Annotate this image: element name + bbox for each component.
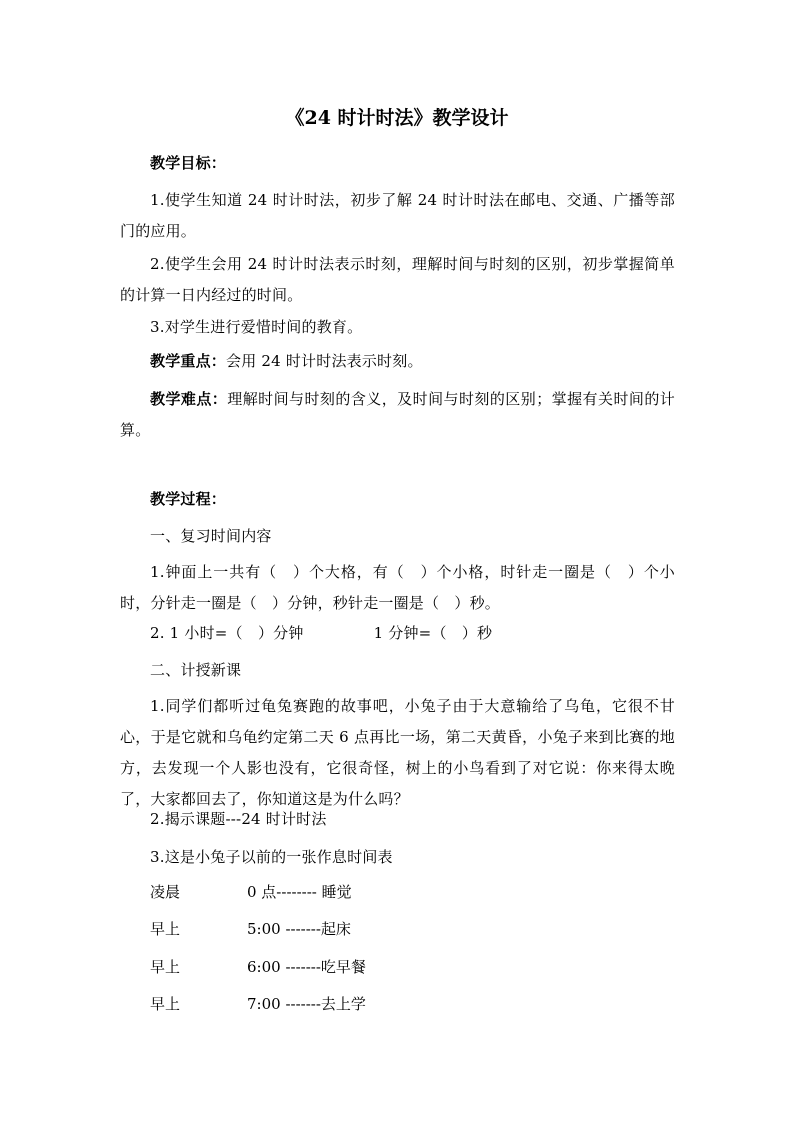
schedule-entry: 0 点-------- 睡觉	[247, 883, 352, 901]
schedule-entry: 5:00 -------起床	[247, 920, 351, 938]
story-paragraph: 1.同学们都听过龟兔赛跑的故事吧，小兔子由于大意输给了乌龟，它很不甘心，于是它就和乌龟约定第二天 6 点再比一场，第二天黄昏，小兔子来到比赛的地方，去发现一个人影也没有，它很奇怪，树上的小鸟看到了对它说：你来得太晚了，大家都回去了，你知道这是为什么吗？	[120, 697, 675, 808]
objective-item-2: 2.使学生会用 24 时计时法表示时刻，理解时间与时刻的区别，初步掌握简单的计算一日内经过的时间。	[120, 255, 675, 304]
schedule-period: 早上	[150, 995, 181, 1013]
schedule-row	[150, 989, 366, 1020]
schedule-period: 凌晨	[150, 883, 181, 901]
objective-item-3: 3.对学生进行爱惜时间的教育。	[150, 318, 363, 336]
document-title: 《24 时计时法》教学设计	[285, 107, 509, 129]
section1-title: 一、复习时间内容	[150, 527, 272, 545]
topic-reveal: 2.揭示课题---24 时计时法	[150, 810, 327, 828]
process-heading: 教学过程：	[150, 490, 227, 508]
schedule-row	[150, 877, 352, 908]
key-point	[120, 346, 675, 377]
schedule-intro: 3.这是小兔子以前的一张作息时间表	[150, 848, 393, 866]
schedule-period: 早上	[150, 920, 181, 938]
section2-title: 二、计授新课	[150, 661, 242, 679]
key-point-text: 会用 24 时计时法表示时刻。	[226, 352, 423, 370]
review-question-2a: 2. 1 小时=（ ）分钟	[150, 624, 304, 642]
review-question-2	[120, 618, 675, 649]
schedule-row	[150, 914, 351, 945]
objective-item-1: 1.使学生知道 24 时计时法，初步了解 24 时计时法在邮电、交通、广播等部门的应用。	[120, 191, 675, 240]
schedule-period: 早上	[150, 958, 181, 976]
difficulty-label: 教学难点：	[150, 390, 228, 408]
review-question-1: 1.钟面上一共有（ ）个大格，有（ ）个小格，时针走一圈是（ ）个小时，分针走一圈是（ ）分钟，秒针走一圈是（ ）秒。	[120, 563, 675, 612]
difficulty-text: 理解时间与时刻的含义，及时间与时刻的区别；掌握有关时间的计算。	[120, 390, 675, 439]
difficulty	[120, 384, 675, 446]
schedule-entry: 7:00 -------去上学	[247, 995, 366, 1013]
review-question-2b: 1 分钟=（ ）秒	[373, 624, 493, 642]
key-point-label: 教学重点：	[150, 352, 227, 370]
schedule-row	[150, 952, 366, 983]
objectives-heading: 教学目标：	[150, 154, 227, 172]
schedule-entry: 6:00 -------吃早餐	[247, 958, 366, 976]
